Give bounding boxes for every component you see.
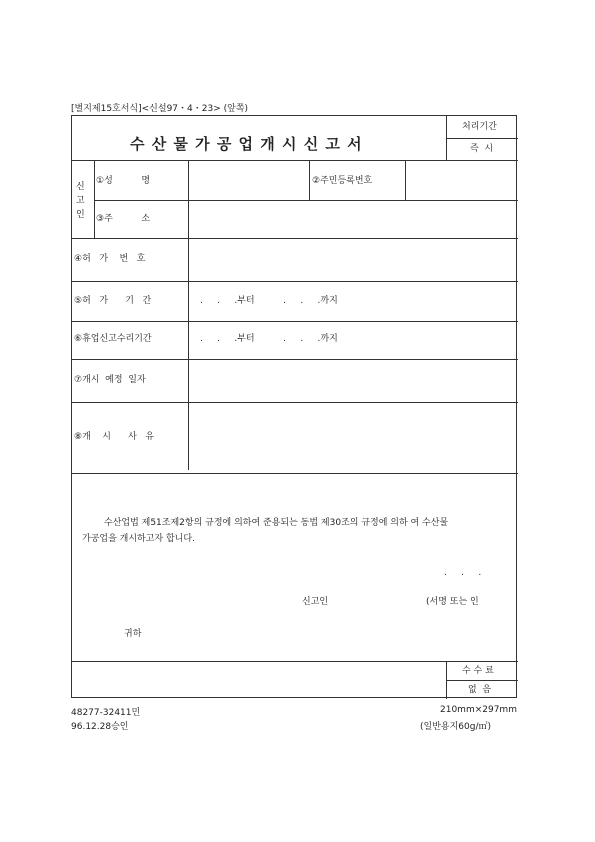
form-title: 수 산 물 가 공 업 개 시 신 고 서 xyxy=(130,135,363,153)
form-number-note: [별지제15호서식]<신설97・4・23> (앞쪽) xyxy=(71,104,249,114)
closure-period-label: ⑥휴업신고수리기간 xyxy=(74,334,152,344)
reporter-label: 신고인 xyxy=(302,597,329,607)
processing-period-label: 처리기간 xyxy=(462,122,497,132)
paper-size: 210mm×297mm xyxy=(440,705,517,715)
report-date: . . . xyxy=(444,568,482,578)
name-label: ①성 명 xyxy=(96,176,151,186)
permit-number-label: ④허 가 번 호 xyxy=(74,254,146,264)
signature-label: (서명 또는 인 xyxy=(426,597,479,607)
addressee-label: 귀하 xyxy=(124,629,142,639)
statement-line-2: 가공업을 개시하고자 합니다. xyxy=(82,534,195,544)
reason-label: ⑧개 시 사 유 xyxy=(74,432,155,442)
permit-period-label: ⑤허 가 기 간 xyxy=(74,296,152,306)
applicant-section-label: 신 고 인 xyxy=(76,182,85,220)
approval-date: 96.12.28승인 xyxy=(71,722,129,732)
report-form xyxy=(71,115,517,698)
paper-spec: (일반용지60g/㎡) xyxy=(420,722,491,732)
processing-period-value: 즉 시 xyxy=(470,144,494,154)
closure-period-value: . . .부터 . . .까지 xyxy=(200,334,338,344)
address-label: ③주 소 xyxy=(96,214,151,224)
fee-value: 없 음 xyxy=(468,685,492,695)
rrn-label: ②주민등록번호 xyxy=(312,176,373,186)
fee-label: 수 수 료 xyxy=(462,666,494,676)
statement-line-1: 수산업법 제51조제2항의 규정에 의하여 준용되는 동법 제30조의 규정에 의하 여 수산물 xyxy=(104,518,449,528)
start-date-label: ⑦개시 예정 일자 xyxy=(74,375,146,385)
form-code: 48277-32411민 xyxy=(71,708,141,718)
permit-period-value: . . .부터 . . .까지 xyxy=(200,296,338,306)
